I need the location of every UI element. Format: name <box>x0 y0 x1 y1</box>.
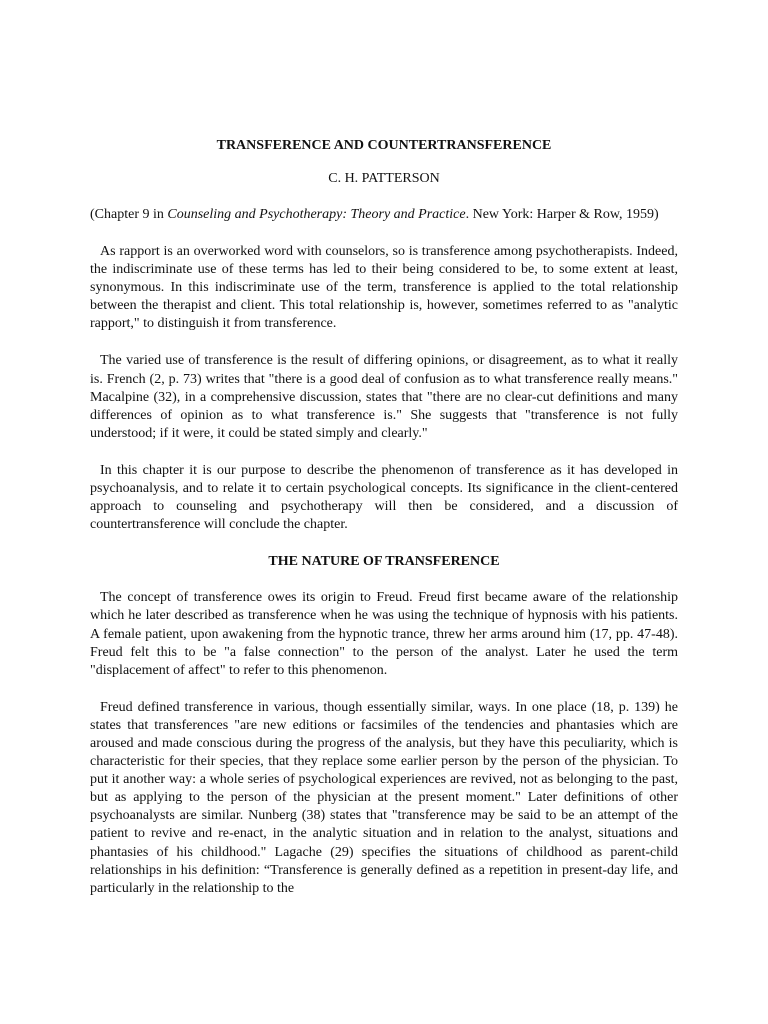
document-citation <box>90 206 678 224</box>
citation-suffix: . New York: Harper & Row, 1959) <box>465 207 659 222</box>
paragraph: The varied use of transference is the result of differing opinions, or disagreement, as to what it really is. French (2, p. 73) writes that "there is a good deal of confusion as to what transference really means." Macalpine (32), in a comprehensive discussion, states that "there are no clear-cut definitions and many differences of opinion as to what transference is." She suggests that "transference is not fully understood; if it were, it could be stated simply and clearly." <box>90 353 678 441</box>
document-body <box>90 137 678 898</box>
paragraph: Freud defined transference in various, though essentially similar, ways. In one place (18, p. 139) he states that transferences "are new editions or facsimiles of the tendencies and phantasies which are aroused and made conscious during the progress of the analysis, but they have this peculiarity, which is characteristic for their species, that they replace some earlier person by the person of the physician. To put it another way: a whole series of psychological experiences are revived, not as belonging to the past, but as applying to the person of the physician at the present moment." Later definitions of other psychoanalysts are similar. Nunberg (38) states that "transference may be said to be an attempt of the patient to revive and re-enact, in the analytic situation and in relation to the analyst, situations and phantasies of his childhood." Lagache (29) specifies the situations of childhood as parent-child relationships in his definition: “Transference is generally defined as a repetition in present-day life, and particularly in the relationship to the <box>90 699 678 896</box>
paragraph: As rapport is an overworked word with counselors, so is transference among psychotherapists. Indeed, the indiscriminate use of these terms has led to their being considered to be, to some extent at least, synonymous. In this indiscriminate use of the term, transference is applied to the total relationship between the therapist and client. This total relationship is, however, sometimes referred to as "analytic rapport," to distinguish it from transference. <box>90 244 678 332</box>
citation-book-title: Counseling and Psychotherapy: Theory and Practice <box>167 207 466 222</box>
paragraph: The concept of transference owes its origin to Freud. Freud first became aware of the relationship which he later described as transference when he was using the technique of hypnosis with his patients. A female patient, upon awakening from the hypnotic trance, threw her arms around him (17, pp. 47-48). Freud felt this to be "a false connection" to the person of the analyst. Later he used the term "displacement of affect" to refer to this phenomenon. <box>90 590 678 678</box>
paragraph: In this chapter it is our purpose to describe the phenomenon of transference as it has developed in psychoanalysis, and to relate it to certain psychological concepts. Its significance in the client-centered approach to counseling and psychotherapy will then be considered, and a discussion of countertransference will conclude the chapter. <box>90 462 678 533</box>
document-author: C. H. PATTERSON <box>328 171 440 186</box>
citation-prefix: (Chapter 9 in <box>90 207 168 222</box>
section-heading: THE NATURE OF TRANSFERENCE <box>268 554 500 570</box>
document-title: TRANSFERENCE AND COUNTERTRANSFERENCE <box>216 138 552 153</box>
